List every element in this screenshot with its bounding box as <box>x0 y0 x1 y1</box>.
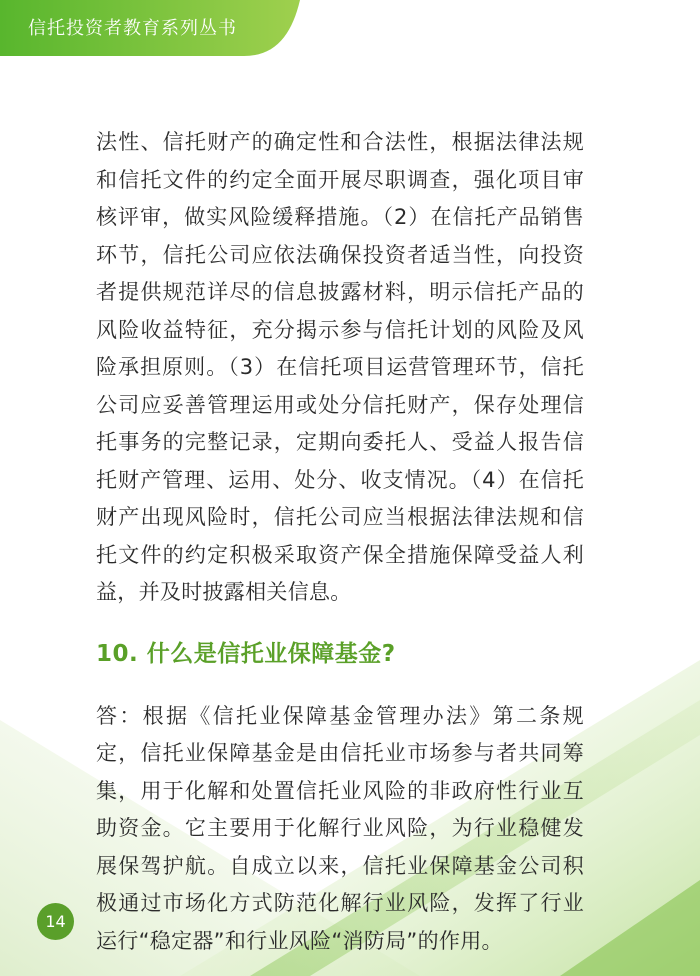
page-number-badge: 14 <box>37 903 74 940</box>
answer-paragraph: 答：根据《信托业保障基金管理办法》第二条规定，信托业保障基金是由信托业市场参与者共同筹集，用于化解和处置信托业风险的非政府性行业互助资金。它主要用于化解行业风险，为行业稳健发展保驾护航。自成立以来，信托业保障基金公司积极通过市场化方式防范化解行业风险，发挥了行业运行“稳定器”和行业风险“消防局”的作用。 <box>96 703 584 953</box>
body-paragraph: 法性、信托财产的确定性和合法性，根据法律法规和信托文件的约定全面开展尽职调查，强化项目审核评审，做实风险缓释措施。（2）在信托产品销售环节，信托公司应依法确保投资者适当性，向投资者提供规范详尽的信息披露材料，明示信托产品的风险收益特征，充分揭示参与信托计划的风险及风险承担原则。（3）在信托项目运营管理环节，信托公司应妥善管理运用或处分信托财产，保存处理信托事务的完整记录，定期向委托人、受益人报告信托财产管理、运用、处分、收支情况。（4）在信托财产出现风险时，信托公司应当根据法律法规和信托文件的约定积极采取资产保全措施保障受益人利益，并及时披露相关信息。 <box>96 130 584 604</box>
section-heading: 10. 什么是信托业保障基金? <box>96 640 396 667</box>
series-title: 信托投资者教育系列丛书 <box>28 18 237 39</box>
header-tab <box>0 0 300 58</box>
page-content <box>96 124 584 960</box>
